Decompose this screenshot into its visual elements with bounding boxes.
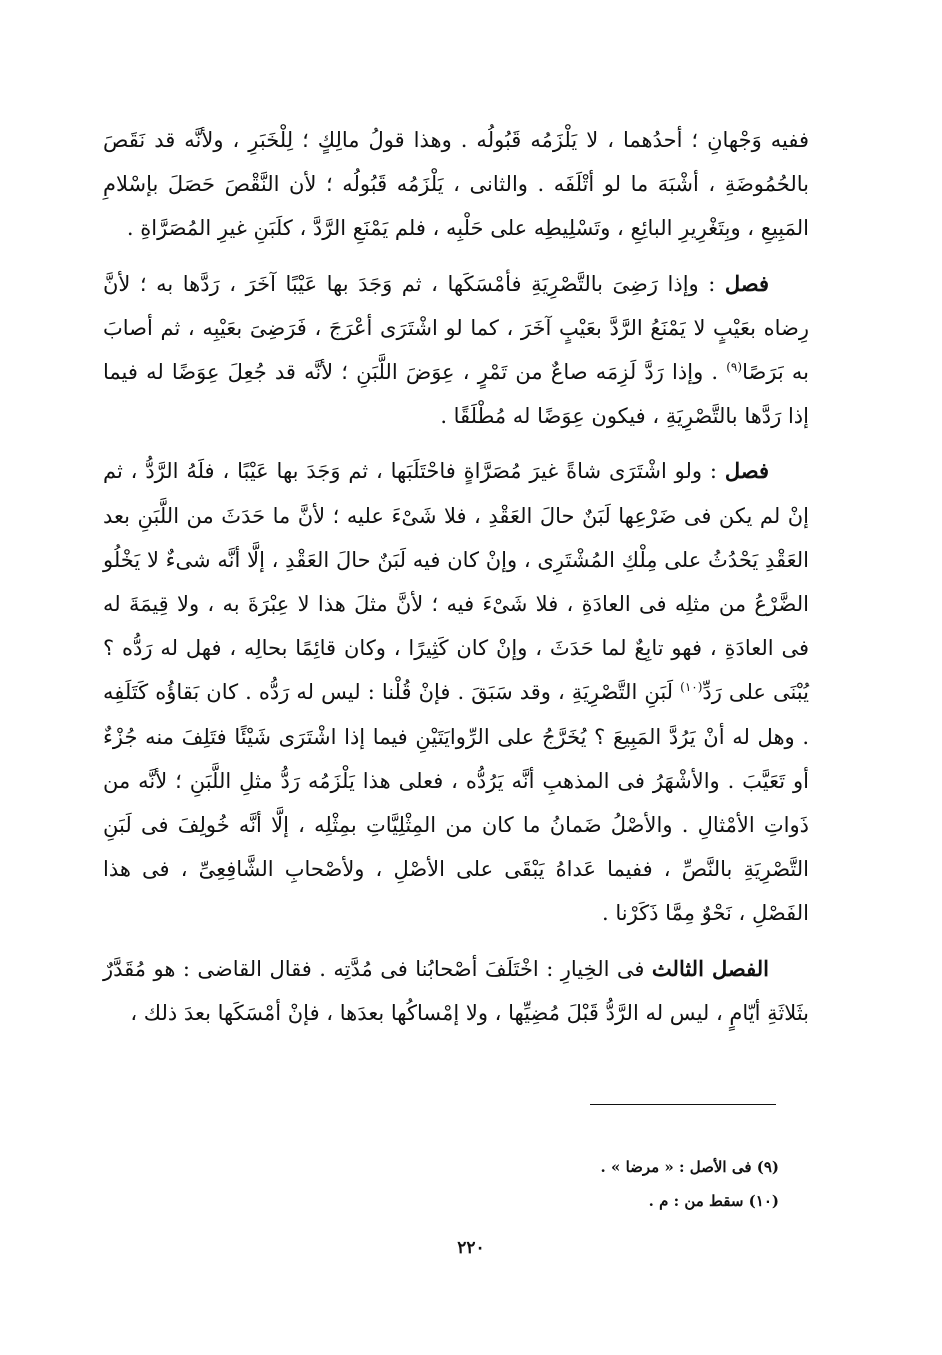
paragraph-4 (103, 947, 809, 1035)
footnote-ref: (١٠) (680, 680, 703, 695)
section-heading: فصل (724, 270, 769, 296)
main-text (103, 118, 809, 1046)
paragraph-text: . وإذا رَدَّ لَزِمَه صاعٌ من تَمْرٍ ، عِوَضَ اللَّبَنِ ؛ لأنَّه قد جُعِلَ عِوَضًا له فيما إذا رَدَّها بالتَّصْرِيَةِ ، فيكون عِوَضًا له مُطْلَقًا . (103, 360, 809, 429)
footnote-ref: (٩) (726, 360, 743, 375)
footnote-divider (590, 1104, 776, 1105)
footnotes (103, 1150, 779, 1218)
paragraph-text: : وإذا رَضِىَ بالتَّصْرِيَةِ فأمْسَكَها ، ثم وَجَدَ بها عَيْبًا آخَرَ ، رَدَّها به ؛ لأنَّ رِضاه بعَيْبٍ لا يَمْنَعُ الرَّدَّ بعَيْبٍ آخَرَ ، كما لو اشْتَرَى أعْرَجَ ، فَرَضِىَ بعَيْبِه ، ثم أصابَ به بَرَصًا (103, 271, 809, 385)
footnote-10: (١٠) سقط من : م . (648, 1192, 779, 1210)
paragraph-text: لَبَنِ التَّصْرِيَةِ ، وقد سَبَقَ . فإنْ قُلْنا : ليس له رَدُّه . كان بَقاؤُه كَتَلَفِه . وهل له أنْ يَرُدَّ المَبِيعَ ؟ يُخَرَّجُ على الرِّوايَتَيْنِ فيما إذا اشْتَرَى شَيْئًا فتَلِفَ منه جُزْءٌ أو تَعَيَّبَ . والأشْهَرُ فى المذهبِ أنَّه يَرُدُّه ، فعلى هذا يَلْزَمُه رَدُّ مثلِ اللَّبَنِ ؛ لأنَّه من ذَواتِ الأمْثالِ . والأصْلُ ضَمانُ ما كان من المِثْلِيَّاتِ بمِثْلِه ، إلَّا أنَّه خُولِفَ فى لَبَنِ التَّصْرِيَةِ بالنَّصِّ ، ففيما عَداهُ يَبْقَى على الأصْلِ ، ولأصْحابِ الشَّافِعِىِّ ، فى هذا الفَصْلِ ، نَحْوٌ مِمَّا ذَكَرْنا . (103, 680, 809, 926)
paragraph-3 (103, 449, 809, 935)
paragraph-1 (103, 118, 809, 251)
section-heading: فصل (724, 458, 769, 484)
section-heading: الفصل الثالث (651, 955, 769, 981)
footnote-9: (٩) فى الأصل : « مرضا » . (600, 1158, 779, 1176)
paragraph-2 (103, 262, 809, 439)
paragraph-text: فى الخِيارِ : اخْتَلَفَ أصْحابُنا فى مُدَّتِه . فقال القاضى : هو مُقَدَّرٌ بثَلاثَةِ أيّامٍ ، ليس له الرَّدُّ قَبْلَ مُضِيِّها ، ولا إمْساكُها بعدَها ، فإنْ أمْسَكَها بعدَ ذلك ، (103, 956, 809, 1025)
paragraph-text: : ولو اشْتَرَى شاةً غيرَ مُصَرَّاةٍ فاحْتَلَبَها ، ثم وَجَدَ بها عَيْبًا ، فلَهُ الرَّدُّ ، ثم إنْ لم يكن فى ضَرْعِها لَبَنٌ حالَ العَقْدِ ، فلا شَىْءَ عليه ؛ لأنَّ ما حَدَثَ من اللَّبَنِ بعد العَقْدِ يَحْدُثُ على مِلْكِ المُشْتَرِى ، وإنْ كان فيه لَبَنٌ حالَ العَقْدِ ، إلَّا أنَّه شىءٌ لا يَخْلُو الضَّرْعُ من مثلِه فى العادَةِ ، فلا شَىْءَ فيه ؛ لأنَّ مثلَ هذا لا عِبْرَةَ به ، ولا قِيمَةَ له فى العادَةِ ، فهو تابِعٌ لما حَدَثَ ، وإنْ كان كَثِيرًا ، وكان قائِمًا بحالِه ، فهل له رَدُّه ؟ يُبْنَى على رَدِّ (103, 459, 809, 705)
page-number: ٢٢٠ (457, 1238, 485, 1258)
paragraph-text: ففيه وَجْهانِ ؛ أحدُهما ، لا يَلْزَمُه قَبُولُه . وهذا قولُ مالِكٍ ؛ لِلْخَبَرِ ، ولأنَّه قد نَقَصَ بالحُمُوضَةِ ، أشْبَهَ ما لو أتْلَفَه . والثانى ، يَلْزَمُه قَبُولُه ؛ لأن النَّقْصَ حَصَلَ بإسْلامِ المَبِيعِ ، وبِتَغْرِيرِ البائِعِ ، وتَسْلِيطِه على حَلْبِه ، فلم يَمْنَعِ الرَّدَّ ، كلَبَنِ غيرِ المُصَرَّاةِ . (103, 128, 809, 241)
